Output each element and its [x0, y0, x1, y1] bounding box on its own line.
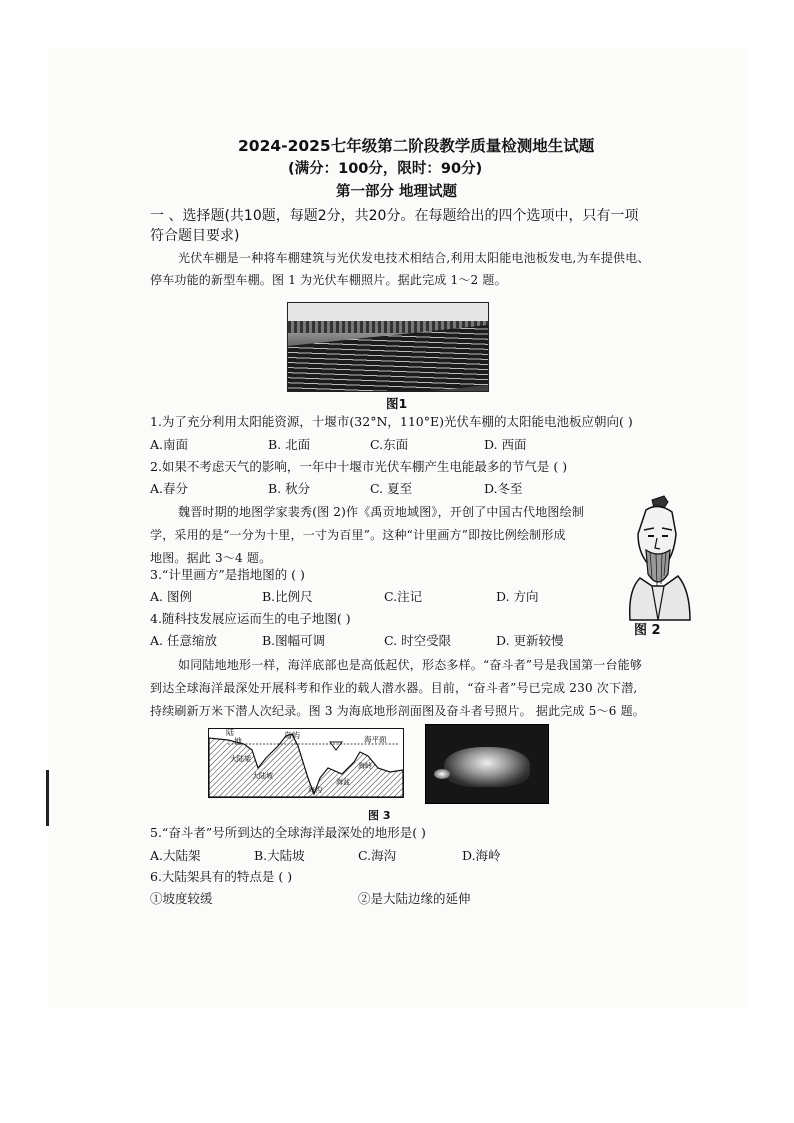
- question4-stem: 4.随科技发展应运而生的电子地图( ): [150, 611, 351, 626]
- q5-option-d: D.海岭: [462, 848, 501, 863]
- question6-stem: 6.大陆架具有的特点是 ( ): [150, 869, 293, 884]
- section-heading-line1: 一 、选择题(共10题，每题2分，共20分。在每题给出的四个选项中，只有一项: [150, 208, 639, 224]
- intro1-line2: 停车功能的新型车棚。图 1 为光伏车棚照片。据此完成 1～2 题。: [150, 273, 507, 287]
- photo-submersible-light: [434, 769, 450, 779]
- scan-artifact: [46, 770, 49, 826]
- label-land: 陆: [226, 728, 234, 737]
- q3-option-d: D. 方向: [496, 589, 539, 604]
- q4-option-d: D. 更新较慢: [496, 633, 564, 648]
- q2-option-c: C. 夏至: [370, 481, 413, 496]
- q1-option-c: C.东面: [370, 437, 409, 452]
- label-slope: 大陆坡: [252, 772, 273, 780]
- part-heading: 第一部分 地理试题: [336, 184, 458, 200]
- intro2-line3: 地图。据此 3～4 题。: [150, 551, 272, 565]
- fendouzhe-submersible-photo: [425, 724, 549, 804]
- intro3-line3: 持续刷新万米下潜人次纪录。图 3 为海底地形剖面图及奋斗者号照片。 据此完成 5～6 题。: [150, 704, 645, 718]
- label-trench: 海沟: [308, 786, 322, 794]
- figure2-caption: 图 2: [634, 623, 661, 638]
- q6-option-2: ②是大陆边缘的延伸: [358, 891, 471, 906]
- label-basin: 海盆: [336, 778, 350, 786]
- q1-option-b: B. 北面: [268, 437, 311, 452]
- q2-option-a: A.春分: [150, 481, 189, 496]
- intro3-line1: 如同陆地地形一样，海洋底部也是高低起伏，形态多样。“奋斗者”号是我国第一台能够: [178, 658, 643, 672]
- question5-stem: 5.“奋斗者”号所到达的全球海洋最深处的地形是( ): [150, 825, 426, 840]
- q2-option-d: D.冬至: [484, 481, 523, 496]
- q5-option-c: C.海沟: [358, 848, 397, 863]
- q5-option-a: A.大陆架: [150, 848, 201, 863]
- exam-title: 2024-2025七年级第二阶段教学质量检测地生试题: [238, 137, 595, 155]
- question3-stem: 3.“计里画方”是指地图的 ( ): [150, 567, 305, 582]
- pei-xiu-portrait: [624, 494, 694, 622]
- intro2-line2: 学，采用的是“一分为十里，一寸为百里”。这种“计里画方”即按比例绘制形成: [150, 528, 566, 542]
- q3-option-a: A. 图例: [150, 589, 192, 604]
- q5-option-b: B.大陆坡: [254, 848, 305, 863]
- intro2-line1: 魏晋时期的地图学家裴秀(图 2)作《禹贡地域图》，开创了中国古代地图绘制: [178, 505, 585, 519]
- q6-option-1: ①坡度较缓: [150, 891, 213, 906]
- q3-option-b: B.比例尺: [262, 589, 313, 604]
- question1-stem: 1.为了充分利用太阳能资源，十堰市(32°N，110°E)光伏车棚的太阳能电池板应朝向( ): [150, 414, 633, 429]
- intro3-line2: 到达全球海洋最深处开展科考和作业的载人潜水器。目前，“奋斗者”号已完成 230 次下潜,: [150, 681, 638, 695]
- photo-submersible-body: [444, 747, 530, 787]
- q3-option-c: C.注记: [384, 589, 423, 604]
- label-sea-level: 海平面: [364, 735, 387, 744]
- figure3-caption: 图 3: [368, 809, 391, 822]
- exam-subtitle: (满分：100分，限时：90分): [288, 161, 483, 177]
- label-land2: 地: [234, 737, 242, 746]
- q4-option-b: B.图幅可调: [262, 633, 326, 648]
- solar-carport-photo: [287, 302, 489, 392]
- label-island: 岛屿: [284, 731, 300, 740]
- label-ridge: 海岭: [358, 762, 372, 770]
- intro1-line1: 光伏车棚是一种将车棚建筑与光伏发电技术相结合,利用太阳能电池板发电,为车提供电、: [178, 251, 650, 265]
- label-shelf: 大陆架: [230, 755, 251, 763]
- q4-option-c: C. 时空受限: [384, 633, 452, 648]
- q2-option-b: B. 秋分: [268, 481, 311, 496]
- section-heading-line2: 符合题目要求): [150, 228, 240, 244]
- q4-option-a: A. 任意缩放: [150, 633, 217, 648]
- photo-solar-panels: [287, 323, 489, 392]
- figure1-caption: 图1: [386, 396, 408, 411]
- q1-option-a: A.南面: [150, 437, 189, 452]
- q1-option-d: D. 西面: [484, 437, 527, 452]
- seafloor-profile-diagram: [208, 728, 404, 798]
- question2-stem: 2.如果不考虑天气的影响，一年中十堰市光伏车棚产生电能最多的节气是 ( ): [150, 459, 568, 474]
